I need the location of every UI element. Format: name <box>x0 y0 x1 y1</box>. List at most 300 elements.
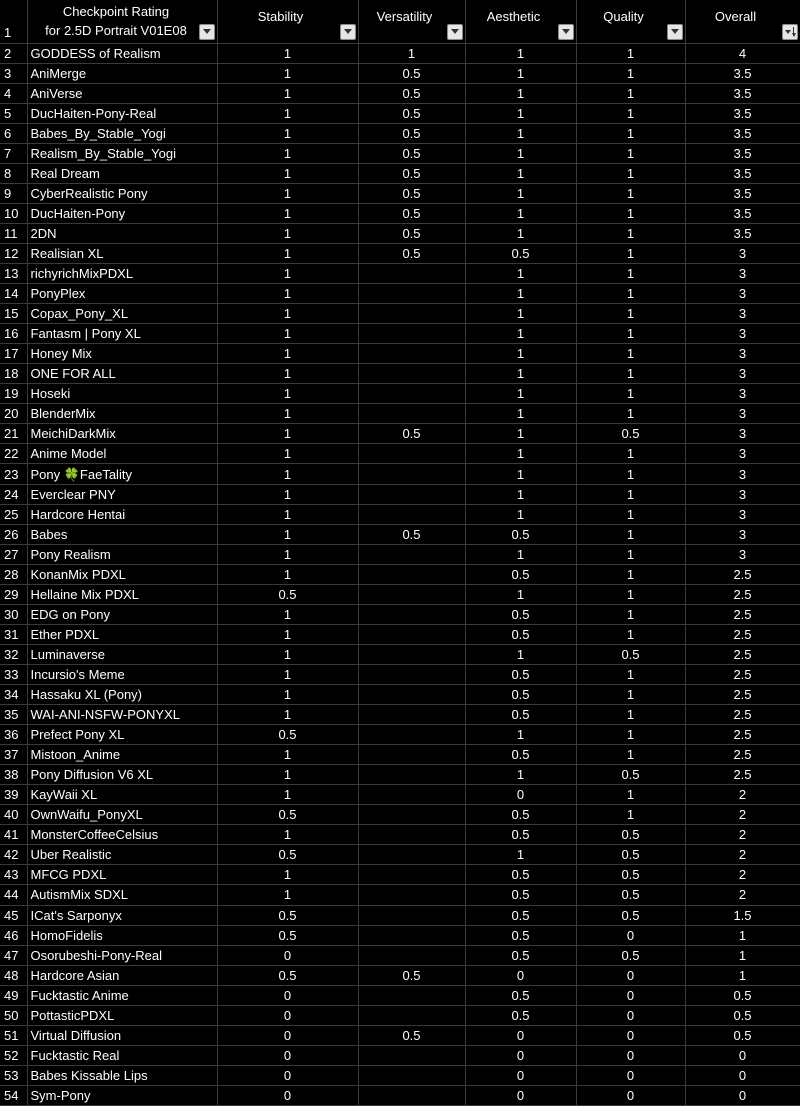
cell-aesthetic[interactable]: 1 <box>465 324 576 344</box>
cell-checkpoint-name[interactable]: Ether PDXL <box>27 624 217 644</box>
row-number[interactable]: 6 <box>0 123 27 143</box>
cell-checkpoint-name[interactable]: GODDESS of Realism <box>27 43 217 63</box>
cell-checkpoint-name[interactable]: KonanMix PDXL <box>27 564 217 584</box>
cell-aesthetic[interactable]: 0.5 <box>465 624 576 644</box>
cell-aesthetic[interactable]: 1 <box>465 223 576 243</box>
cell-stability[interactable]: 1 <box>217 324 358 344</box>
cell-versatility[interactable] <box>358 865 465 885</box>
cell-quality[interactable]: 1 <box>576 284 685 304</box>
cell-aesthetic[interactable]: 1 <box>465 544 576 564</box>
cell-stability[interactable]: 1 <box>217 203 358 223</box>
cell-versatility[interactable] <box>358 725 465 745</box>
cell-versatility[interactable] <box>358 905 465 925</box>
cell-checkpoint-name[interactable]: Anime Model <box>27 444 217 464</box>
cell-checkpoint-name[interactable]: PottasticPDXL <box>27 1005 217 1025</box>
cell-quality[interactable]: 0 <box>576 925 685 945</box>
cell-versatility[interactable] <box>358 845 465 865</box>
cell-checkpoint-name[interactable]: Hardcore Asian <box>27 965 217 985</box>
cell-aesthetic[interactable]: 1 <box>465 344 576 364</box>
cell-stability[interactable]: 0 <box>217 1025 358 1045</box>
cell-checkpoint-name[interactable]: Osorubeshi-Pony-Real <box>27 945 217 965</box>
cell-versatility[interactable] <box>358 1005 465 1025</box>
cell-versatility[interactable] <box>358 564 465 584</box>
cell-aesthetic[interactable]: 0.5 <box>465 885 576 905</box>
cell-versatility[interactable]: 0.5 <box>358 243 465 263</box>
cell-quality[interactable]: 1 <box>576 685 685 705</box>
cell-checkpoint-name[interactable]: Everclear PNY <box>27 484 217 504</box>
cell-overall[interactable]: 1 <box>685 925 800 945</box>
cell-aesthetic[interactable]: 1 <box>465 464 576 484</box>
cell-overall[interactable]: 2.5 <box>685 725 800 745</box>
cell-checkpoint-name[interactable]: Uber Realistic <box>27 845 217 865</box>
row-number[interactable]: 34 <box>0 685 27 705</box>
cell-stability[interactable]: 1 <box>217 705 358 725</box>
cell-quality[interactable]: 0 <box>576 1065 685 1085</box>
cell-checkpoint-name[interactable]: 2DN <box>27 223 217 243</box>
cell-versatility[interactable] <box>358 544 465 564</box>
cell-stability[interactable]: 1 <box>217 544 358 564</box>
cell-checkpoint-name[interactable]: CyberRealistic Pony <box>27 183 217 203</box>
cell-stability[interactable]: 1 <box>217 163 358 183</box>
cell-aesthetic[interactable]: 0.5 <box>465 524 576 544</box>
cell-versatility[interactable]: 0.5 <box>358 223 465 243</box>
cell-overall[interactable]: 3.5 <box>685 103 800 123</box>
cell-quality[interactable]: 1 <box>576 584 685 604</box>
cell-checkpoint-name[interactable]: ONE FOR ALL <box>27 364 217 384</box>
cell-aesthetic[interactable]: 0.5 <box>465 564 576 584</box>
cell-aesthetic[interactable]: 0.5 <box>465 805 576 825</box>
row-number[interactable]: 15 <box>0 304 27 324</box>
filter-dropdown-icon[interactable] <box>199 24 215 40</box>
cell-aesthetic[interactable]: 0.5 <box>465 664 576 684</box>
row-number[interactable]: 31 <box>0 624 27 644</box>
cell-quality[interactable]: 1 <box>576 324 685 344</box>
cell-overall[interactable]: 0.5 <box>685 1005 800 1025</box>
cell-versatility[interactable] <box>358 324 465 344</box>
row-number[interactable]: 26 <box>0 524 27 544</box>
cell-versatility[interactable]: 0.5 <box>358 524 465 544</box>
cell-quality[interactable]: 1 <box>576 83 685 103</box>
cell-quality[interactable]: 0 <box>576 1005 685 1025</box>
cell-overall[interactable]: 3 <box>685 484 800 504</box>
cell-aesthetic[interactable]: 1 <box>465 103 576 123</box>
row-number[interactable]: 47 <box>0 945 27 965</box>
cell-aesthetic[interactable]: 1 <box>465 845 576 865</box>
cell-versatility[interactable] <box>358 464 465 484</box>
cell-aesthetic[interactable]: 1 <box>465 183 576 203</box>
cell-aesthetic[interactable]: 0.5 <box>465 604 576 624</box>
filter-dropdown-icon[interactable] <box>447 24 463 40</box>
cell-aesthetic[interactable]: 1 <box>465 203 576 223</box>
cell-overall[interactable]: 3.5 <box>685 183 800 203</box>
cell-quality[interactable]: 1 <box>576 404 685 424</box>
row-number[interactable]: 7 <box>0 143 27 163</box>
cell-overall[interactable]: 2 <box>685 885 800 905</box>
row-number[interactable]: 38 <box>0 765 27 785</box>
cell-versatility[interactable]: 0.5 <box>358 203 465 223</box>
cell-versatility[interactable] <box>358 785 465 805</box>
cell-aesthetic[interactable]: 0 <box>465 1085 576 1105</box>
row-number[interactable]: 10 <box>0 203 27 223</box>
cell-quality[interactable]: 1 <box>576 805 685 825</box>
cell-overall[interactable]: 2 <box>685 805 800 825</box>
cell-overall[interactable]: 3 <box>685 304 800 324</box>
cell-overall[interactable]: 3 <box>685 243 800 263</box>
cell-quality[interactable]: 1 <box>576 103 685 123</box>
filter-dropdown-icon[interactable] <box>667 24 683 40</box>
cell-overall[interactable]: 2 <box>685 865 800 885</box>
cell-overall[interactable]: 3 <box>685 344 800 364</box>
cell-checkpoint-name[interactable]: BlenderMix <box>27 404 217 424</box>
cell-quality[interactable]: 0.5 <box>576 845 685 865</box>
row-number[interactable]: 35 <box>0 705 27 725</box>
cell-quality[interactable]: 1 <box>576 243 685 263</box>
cell-stability[interactable]: 0 <box>217 985 358 1005</box>
cell-versatility[interactable] <box>358 644 465 664</box>
cell-overall[interactable]: 3.5 <box>685 163 800 183</box>
cell-stability[interactable]: 1 <box>217 664 358 684</box>
cell-aesthetic[interactable]: 0.5 <box>465 945 576 965</box>
row-number[interactable]: 33 <box>0 664 27 684</box>
row-number[interactable]: 14 <box>0 284 27 304</box>
cell-stability[interactable]: 1 <box>217 624 358 644</box>
row-number[interactable]: 43 <box>0 865 27 885</box>
cell-checkpoint-name[interactable]: Babes <box>27 524 217 544</box>
cell-checkpoint-name[interactable]: Realisian XL <box>27 243 217 263</box>
cell-overall[interactable]: 2.5 <box>685 604 800 624</box>
cell-aesthetic[interactable]: 0.5 <box>465 745 576 765</box>
cell-aesthetic[interactable]: 0 <box>465 965 576 985</box>
cell-checkpoint-name[interactable]: DucHaiten-Pony-Real <box>27 103 217 123</box>
row-number[interactable]: 54 <box>0 1085 27 1105</box>
column-header-stability[interactable] <box>217 0 358 43</box>
row-number[interactable]: 42 <box>0 845 27 865</box>
cell-stability[interactable]: 1 <box>217 464 358 484</box>
column-header-overall[interactable] <box>685 0 800 43</box>
row-number[interactable]: 4 <box>0 83 27 103</box>
cell-checkpoint-name[interactable]: MFCG PDXL <box>27 865 217 885</box>
cell-aesthetic[interactable]: 1 <box>465 504 576 524</box>
cell-quality[interactable]: 1 <box>576 705 685 725</box>
cell-stability[interactable]: 1 <box>217 765 358 785</box>
cell-stability[interactable]: 0.5 <box>217 725 358 745</box>
cell-stability[interactable]: 1 <box>217 604 358 624</box>
row-number[interactable]: 5 <box>0 103 27 123</box>
cell-quality[interactable]: 1 <box>576 725 685 745</box>
cell-quality[interactable]: 0.5 <box>576 865 685 885</box>
cell-versatility[interactable] <box>358 1045 465 1065</box>
cell-aesthetic[interactable]: 1 <box>465 384 576 404</box>
cell-versatility[interactable] <box>358 745 465 765</box>
row-number[interactable]: 32 <box>0 644 27 664</box>
cell-stability[interactable]: 0 <box>217 1005 358 1025</box>
row-number[interactable]: 24 <box>0 484 27 504</box>
cell-quality[interactable]: 1 <box>576 183 685 203</box>
cell-aesthetic[interactable]: 1 <box>465 123 576 143</box>
cell-quality[interactable]: 0.5 <box>576 765 685 785</box>
cell-versatility[interactable] <box>358 304 465 324</box>
cell-stability[interactable]: 1 <box>217 444 358 464</box>
cell-versatility[interactable] <box>358 765 465 785</box>
cell-stability[interactable]: 0.5 <box>217 965 358 985</box>
cell-checkpoint-name[interactable]: MonsterCoffeeCelsius <box>27 825 217 845</box>
row-number[interactable]: 3 <box>0 63 27 83</box>
cell-overall[interactable]: 1 <box>685 945 800 965</box>
cell-quality[interactable]: 1 <box>576 745 685 765</box>
cell-stability[interactable]: 1 <box>217 83 358 103</box>
cell-overall[interactable]: 3.5 <box>685 63 800 83</box>
cell-checkpoint-name[interactable]: EDG on Pony <box>27 604 217 624</box>
cell-checkpoint-name[interactable]: Babes Kissable Lips <box>27 1065 217 1085</box>
cell-aesthetic[interactable]: 1 <box>465 264 576 284</box>
cell-versatility[interactable] <box>358 705 465 725</box>
cell-stability[interactable]: 1 <box>217 644 358 664</box>
cell-checkpoint-name[interactable]: Hardcore Hentai <box>27 504 217 524</box>
cell-stability[interactable]: 1 <box>217 284 358 304</box>
cell-stability[interactable]: 1 <box>217 785 358 805</box>
cell-quality[interactable]: 1 <box>576 43 685 63</box>
cell-versatility[interactable] <box>358 584 465 604</box>
cell-aesthetic[interactable]: 1 <box>465 765 576 785</box>
cell-overall[interactable]: 3 <box>685 324 800 344</box>
cell-stability[interactable]: 0.5 <box>217 925 358 945</box>
cell-aesthetic[interactable]: 1 <box>465 143 576 163</box>
cell-checkpoint-name[interactable]: MeichiDarkMix <box>27 424 217 444</box>
cell-overall[interactable]: 3 <box>685 524 800 544</box>
cell-stability[interactable]: 1 <box>217 825 358 845</box>
cell-aesthetic[interactable]: 0 <box>465 1025 576 1045</box>
cell-checkpoint-name[interactable]: AniMerge <box>27 63 217 83</box>
cell-versatility[interactable] <box>358 364 465 384</box>
cell-versatility[interactable] <box>358 805 465 825</box>
cell-versatility[interactable] <box>358 945 465 965</box>
cell-aesthetic[interactable]: 1 <box>465 424 576 444</box>
cell-versatility[interactable] <box>358 344 465 364</box>
cell-overall[interactable]: 4 <box>685 43 800 63</box>
cell-overall[interactable]: 2.5 <box>685 564 800 584</box>
cell-checkpoint-name[interactable]: Mistoon_Anime <box>27 745 217 765</box>
column-header-aesthetic[interactable] <box>465 0 576 43</box>
cell-quality[interactable]: 1 <box>576 223 685 243</box>
cell-stability[interactable]: 1 <box>217 524 358 544</box>
cell-quality[interactable]: 1 <box>576 504 685 524</box>
cell-versatility[interactable] <box>358 384 465 404</box>
cell-checkpoint-name[interactable]: Pony Diffusion V6 XL <box>27 765 217 785</box>
cell-aesthetic[interactable]: 0.5 <box>465 865 576 885</box>
cell-versatility[interactable] <box>358 825 465 845</box>
column-header-checkpoint[interactable] <box>27 0 217 43</box>
cell-stability[interactable]: 1 <box>217 143 358 163</box>
cell-quality[interactable]: 1 <box>576 604 685 624</box>
cell-quality[interactable]: 0 <box>576 1085 685 1105</box>
cell-versatility[interactable] <box>358 624 465 644</box>
cell-aesthetic[interactable]: 1 <box>465 163 576 183</box>
cell-checkpoint-name[interactable]: Fucktastic Anime <box>27 985 217 1005</box>
cell-overall[interactable]: 3 <box>685 464 800 484</box>
cell-quality[interactable]: 0.5 <box>576 424 685 444</box>
row-number[interactable]: 36 <box>0 725 27 745</box>
cell-quality[interactable]: 0.5 <box>576 644 685 664</box>
row-number[interactable]: 53 <box>0 1065 27 1085</box>
cell-checkpoint-name[interactable]: Luminaverse <box>27 644 217 664</box>
cell-aesthetic[interactable]: 1 <box>465 725 576 745</box>
row-number[interactable]: 49 <box>0 985 27 1005</box>
cell-checkpoint-name[interactable]: Real Dream <box>27 163 217 183</box>
cell-stability[interactable]: 0 <box>217 945 358 965</box>
cell-versatility[interactable]: 0.5 <box>358 965 465 985</box>
cell-versatility[interactable] <box>358 264 465 284</box>
cell-overall[interactable]: 2 <box>685 825 800 845</box>
cell-aesthetic[interactable]: 1 <box>465 284 576 304</box>
cell-stability[interactable]: 1 <box>217 685 358 705</box>
cell-quality[interactable]: 0.5 <box>576 945 685 965</box>
cell-stability[interactable]: 0.5 <box>217 905 358 925</box>
sort-descending-icon[interactable] <box>782 24 798 40</box>
row-number[interactable]: 2 <box>0 43 27 63</box>
cell-overall[interactable]: 0 <box>685 1065 800 1085</box>
cell-quality[interactable]: 0 <box>576 965 685 985</box>
cell-aesthetic[interactable]: 1 <box>465 43 576 63</box>
cell-stability[interactable]: 1 <box>217 564 358 584</box>
cell-overall[interactable]: 3.5 <box>685 123 800 143</box>
cell-versatility[interactable]: 0.5 <box>358 424 465 444</box>
row-number[interactable]: 19 <box>0 384 27 404</box>
column-header-quality[interactable] <box>576 0 685 43</box>
cell-checkpoint-name[interactable]: Hoseki <box>27 384 217 404</box>
cell-versatility[interactable]: 0.5 <box>358 163 465 183</box>
cell-checkpoint-name[interactable]: ICat's Sarponyx <box>27 905 217 925</box>
cell-aesthetic[interactable]: 1 <box>465 484 576 504</box>
cell-quality[interactable]: 1 <box>576 163 685 183</box>
cell-stability[interactable]: 1 <box>217 123 358 143</box>
cell-versatility[interactable]: 0.5 <box>358 83 465 103</box>
cell-overall[interactable]: 3 <box>685 384 800 404</box>
cell-checkpoint-name[interactable]: Prefect Pony XL <box>27 725 217 745</box>
cell-quality[interactable]: 1 <box>576 264 685 284</box>
cell-quality[interactable]: 1 <box>576 203 685 223</box>
cell-stability[interactable]: 1 <box>217 424 358 444</box>
cell-stability[interactable]: 1 <box>217 103 358 123</box>
row-number[interactable]: 27 <box>0 544 27 564</box>
row-number[interactable]: 8 <box>0 163 27 183</box>
cell-quality[interactable]: 1 <box>576 444 685 464</box>
cell-overall[interactable]: 0.5 <box>685 985 800 1005</box>
row-number[interactable]: 50 <box>0 1005 27 1025</box>
cell-quality[interactable]: 0 <box>576 1025 685 1045</box>
row-number[interactable]: 18 <box>0 364 27 384</box>
cell-checkpoint-name[interactable]: HomoFidelis <box>27 925 217 945</box>
row-number[interactable]: 37 <box>0 745 27 765</box>
row-number[interactable]: 39 <box>0 785 27 805</box>
cell-stability[interactable]: 0 <box>217 1065 358 1085</box>
row-number[interactable]: 52 <box>0 1045 27 1065</box>
filter-dropdown-icon[interactable] <box>558 24 574 40</box>
cell-aesthetic[interactable]: 1 <box>465 364 576 384</box>
row-number[interactable]: 11 <box>0 223 27 243</box>
cell-stability[interactable]: 1 <box>217 364 358 384</box>
cell-checkpoint-name[interactable]: Sym-Pony <box>27 1085 217 1105</box>
cell-aesthetic[interactable]: 0.5 <box>465 243 576 263</box>
cell-overall[interactable]: 3.5 <box>685 223 800 243</box>
cell-stability[interactable]: 1 <box>217 865 358 885</box>
cell-versatility[interactable]: 0.5 <box>358 1025 465 1045</box>
cell-checkpoint-name[interactable]: DucHaiten-Pony <box>27 203 217 223</box>
cell-quality[interactable]: 1 <box>576 624 685 644</box>
cell-overall[interactable]: 2.5 <box>685 624 800 644</box>
cell-overall[interactable]: 2.5 <box>685 644 800 664</box>
cell-versatility[interactable]: 1 <box>358 43 465 63</box>
cell-quality[interactable]: 1 <box>576 344 685 364</box>
cell-versatility[interactable]: 0.5 <box>358 183 465 203</box>
cell-quality[interactable]: 1 <box>576 143 685 163</box>
cell-aesthetic[interactable]: 1 <box>465 404 576 424</box>
cell-checkpoint-name[interactable]: OwnWaifu_PonyXL <box>27 805 217 825</box>
cell-quality[interactable]: 1 <box>576 484 685 504</box>
cell-stability[interactable]: 0 <box>217 1085 358 1105</box>
cell-quality[interactable]: 1 <box>576 785 685 805</box>
row-number[interactable]: 51 <box>0 1025 27 1045</box>
cell-stability[interactable]: 1 <box>217 183 358 203</box>
cell-aesthetic[interactable]: 0.5 <box>465 925 576 945</box>
cell-quality[interactable]: 0.5 <box>576 885 685 905</box>
cell-overall[interactable]: 3 <box>685 264 800 284</box>
row-number[interactable]: 25 <box>0 504 27 524</box>
row-number[interactable]: 40 <box>0 805 27 825</box>
cell-quality[interactable]: 1 <box>576 304 685 324</box>
cell-aesthetic[interactable]: 1 <box>465 584 576 604</box>
cell-checkpoint-name[interactable]: Copax_Pony_XL <box>27 304 217 324</box>
cell-overall[interactable]: 2 <box>685 785 800 805</box>
cell-checkpoint-name[interactable]: Honey Mix <box>27 344 217 364</box>
cell-versatility[interactable] <box>358 484 465 504</box>
cell-checkpoint-name[interactable]: Pony 🍀FaeTality <box>27 464 217 484</box>
cell-checkpoint-name[interactable]: Realism_By_Stable_Yogi <box>27 143 217 163</box>
cell-checkpoint-name[interactable]: Virtual Diffusion <box>27 1025 217 1045</box>
cell-quality[interactable]: 1 <box>576 664 685 684</box>
cell-aesthetic[interactable]: 0.5 <box>465 705 576 725</box>
cell-overall[interactable]: 3.5 <box>685 143 800 163</box>
row-number[interactable]: 1 <box>0 0 27 43</box>
cell-stability[interactable]: 0 <box>217 1045 358 1065</box>
row-number[interactable]: 41 <box>0 825 27 845</box>
cell-overall[interactable]: 2.5 <box>685 745 800 765</box>
cell-quality[interactable]: 1 <box>576 524 685 544</box>
cell-overall[interactable]: 1.5 <box>685 905 800 925</box>
cell-stability[interactable]: 0.5 <box>217 584 358 604</box>
cell-overall[interactable]: 1 <box>685 965 800 985</box>
cell-overall[interactable]: 2.5 <box>685 685 800 705</box>
cell-checkpoint-name[interactable]: KayWaii XL <box>27 785 217 805</box>
cell-versatility[interactable]: 0.5 <box>358 63 465 83</box>
cell-overall[interactable]: 2 <box>685 845 800 865</box>
cell-overall[interactable]: 2.5 <box>685 664 800 684</box>
cell-overall[interactable]: 2.5 <box>685 765 800 785</box>
cell-versatility[interactable] <box>358 404 465 424</box>
cell-overall[interactable]: 3 <box>685 504 800 524</box>
cell-overall[interactable]: 0 <box>685 1085 800 1105</box>
row-number[interactable]: 20 <box>0 404 27 424</box>
cell-checkpoint-name[interactable]: Fantasm | Pony XL <box>27 324 217 344</box>
cell-aesthetic[interactable]: 0 <box>465 1065 576 1085</box>
row-number[interactable]: 17 <box>0 344 27 364</box>
cell-quality[interactable]: 1 <box>576 564 685 584</box>
cell-quality[interactable]: 1 <box>576 63 685 83</box>
row-number[interactable]: 23 <box>0 464 27 484</box>
cell-quality[interactable]: 0.5 <box>576 905 685 925</box>
row-number[interactable]: 48 <box>0 965 27 985</box>
cell-versatility[interactable] <box>358 985 465 1005</box>
cell-versatility[interactable]: 0.5 <box>358 143 465 163</box>
